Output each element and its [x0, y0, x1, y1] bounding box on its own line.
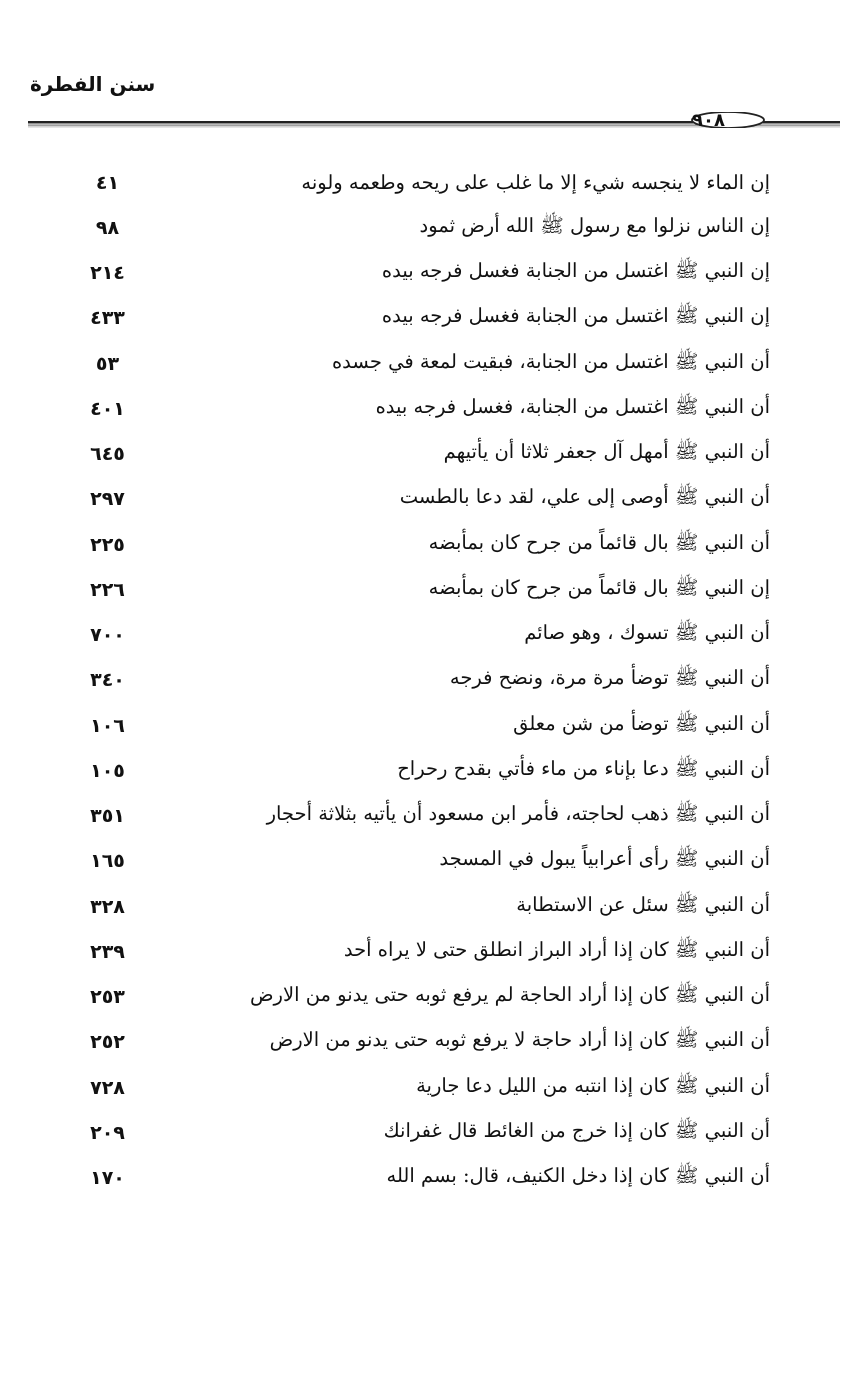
entry-page-number: ٣٥١: [90, 805, 125, 828]
index-entry: [70, 477, 770, 522]
index-entry: [70, 251, 770, 296]
entry-page-number: ٢٠٩: [90, 1121, 125, 1144]
entry-text: أن النبي ﷺ أمهل آل جعفر ثلاثا أن يأتيهم: [443, 440, 770, 464]
index-entry: [70, 160, 770, 205]
entry-page-number: ٣٤٠: [90, 669, 125, 692]
entry-text: أن النبي ﷺ كان إذا أراد الحاجة لم يرفع ثوبه حتى يدنو من الارض: [249, 983, 770, 1007]
entry-page-number: ٧٢٨: [90, 1076, 125, 1099]
entry-text: أن النبي ﷺ كان إذا انتبه من الليل دعا جارية: [416, 1073, 770, 1097]
entry-text: أن النبي ﷺ كان إذا دخل الكنيف، قال: بسم الله: [386, 1164, 770, 1188]
index-entry: [70, 703, 770, 748]
entry-page-number: ١٠٦: [90, 714, 125, 737]
entry-text: أن النبي ﷺ اغتسل من الجنابة، فبقيت لمعة في جسده: [331, 349, 770, 373]
index-entry: [70, 386, 770, 431]
index-entry: [70, 432, 770, 477]
page-number: ٩٠٨: [692, 110, 725, 131]
entry-page-number: ١٧٠: [90, 1167, 125, 1190]
entry-text: إن النبي ﷺ اغتسل من الجنابة فغسل فرجه بيده: [381, 259, 770, 283]
entry-page-number: ١٠٥: [90, 759, 125, 782]
entry-page-number: ٢٢٥: [90, 533, 125, 556]
entry-page-number: ٧٠٠: [90, 624, 125, 647]
entry-page-number: ٢١٤: [90, 262, 125, 285]
entry-page-number: ٤١: [95, 171, 120, 194]
entry-page-number: ١٦٥: [90, 850, 125, 873]
index-entry: [70, 975, 770, 1020]
index-entry: [70, 1156, 770, 1201]
index-entry: [70, 1110, 770, 1155]
index-entry: [70, 839, 770, 884]
index-entry: [70, 1065, 770, 1110]
entry-page-number: ٣٢٨: [90, 895, 125, 918]
index-entry: [70, 884, 770, 929]
entry-page-number: ٢٩٧: [90, 488, 125, 511]
index-entry: [70, 613, 770, 658]
entry-text: أن النبي ﷺ كان إذا أراد حاجة لا يرفع ثوبه حتى يدنو من الارض: [269, 1028, 770, 1052]
index-list: [70, 160, 770, 1201]
entry-page-number: ٢٢٦: [90, 578, 125, 601]
entry-page-number: ٢٥٢: [90, 1031, 125, 1054]
index-entry: [70, 658, 770, 703]
index-entry: [70, 341, 770, 386]
entry-text: أن النبي ﷺ رأى أعرابياً يبول في المسجد: [439, 847, 770, 871]
index-entry: [70, 522, 770, 567]
entry-text: أن النبي ﷺ سئل عن الاستطابة: [516, 892, 770, 916]
entry-text: إن النبي ﷺ بال قائماً من جرح كان بمأبضه: [428, 575, 770, 599]
index-entry: [70, 1020, 770, 1065]
entry-text: أن النبي ﷺ بال قائماً من جرح كان بمأبضه: [428, 530, 770, 554]
index-entry: [70, 296, 770, 341]
index-entry: [70, 748, 770, 793]
entry-page-number: ٤٣٣: [90, 307, 125, 330]
index-entry: [70, 929, 770, 974]
entry-text: أن النبي ﷺ ذهب لحاجته، فأمر ابن مسعود أن يأتيه بثلاثة أحجار: [266, 802, 770, 826]
entry-page-number: ٩٨: [95, 216, 120, 239]
entry-text: أن النبي ﷺ كان إذا أراد البراز انطلق حتى لا يراه أحد: [343, 937, 770, 961]
entry-text: أن النبي ﷺ اغتسل من الجنابة، فغسل فرجه بيده: [375, 394, 770, 418]
entry-page-number: ٢٥٣: [90, 986, 125, 1009]
entry-text: إن النبي ﷺ اغتسل من الجنابة فغسل فرجه بيده: [381, 304, 770, 328]
index-entry: [70, 567, 770, 612]
entry-text: إن الماء لا ينجسه شيء إلا ما غلب على ريحه وطعمه ولونه: [301, 171, 770, 195]
entry-page-number: ٤٠١: [90, 397, 125, 420]
index-entry: [70, 794, 770, 839]
entry-page-number: ٥٣: [95, 352, 120, 375]
entry-text: أن النبي ﷺ كان إذا خرج من الغائط قال غفرانك: [383, 1118, 770, 1142]
entry-page-number: ٦٤٥: [90, 443, 125, 466]
entry-text: أن النبي ﷺ دعا بإناء من ماء فأتي بقدح رحراح: [397, 756, 770, 780]
running-title: سنن الفطرة: [30, 72, 156, 96]
entry-text: إن الناس نزلوا مع رسول ﷺ الله أرض ثمود: [419, 213, 770, 237]
entry-text: أن النبي ﷺ أوصى إلى علي، لقد دعا بالطست: [399, 485, 770, 509]
entry-text: أن النبي ﷺ تسوك ، وهو صائم: [524, 621, 770, 645]
entry-page-number: ٢٣٩: [90, 940, 125, 963]
index-entry: [70, 205, 770, 250]
entry-text: أن النبي ﷺ توضأ من شن معلق: [513, 711, 770, 735]
entry-text: أن النبي ﷺ توضأ مرة مرة، ونضح فرجه: [449, 666, 770, 690]
